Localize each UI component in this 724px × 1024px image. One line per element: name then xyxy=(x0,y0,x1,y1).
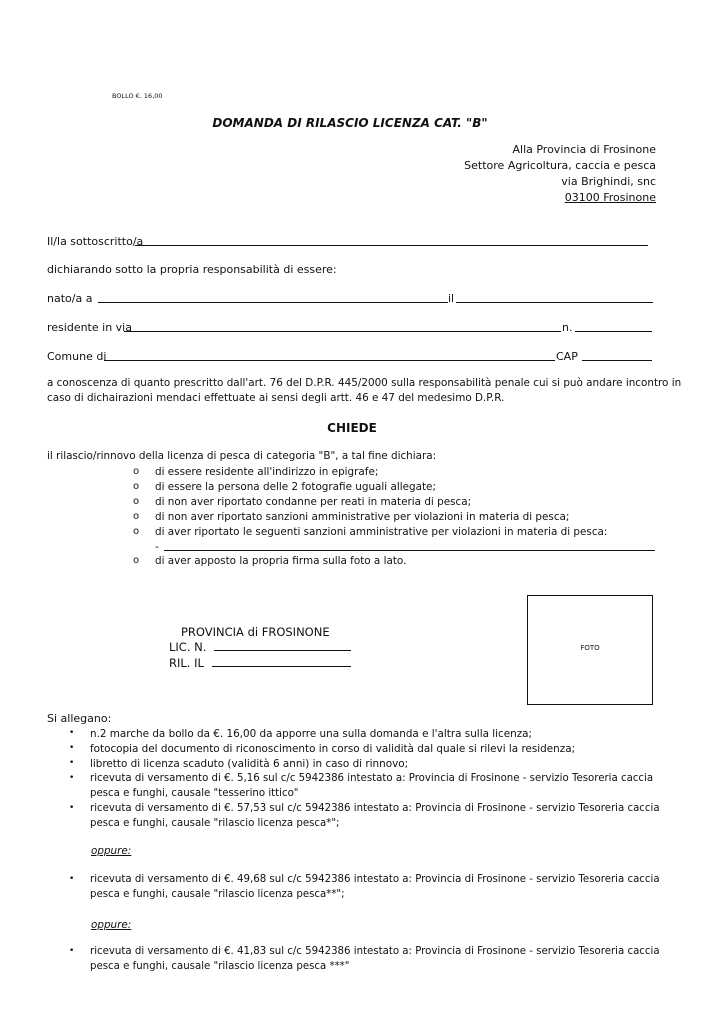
recipient-line-1: Alla Provincia di Frosinone xyxy=(512,143,656,156)
receipt-licenza-3-line-2: pesca e funghi, causale "rilascio licenza pesca ***" xyxy=(90,961,350,972)
residence-label: residente in via xyxy=(47,321,132,334)
list-item: di essere la persona delle 2 fotografie uguali allegate; xyxy=(155,481,436,493)
receipt-licenza-2-line-2: pesca e funghi, causale "rilascio licenza pesca**"; xyxy=(90,889,345,900)
chiede-heading: CHIEDE xyxy=(327,421,377,435)
license-number-label: LIC. N. xyxy=(169,640,207,654)
document-title: DOMANDA DI RILASCIO LICENZA CAT. "B" xyxy=(212,116,488,130)
house-number-label: n. xyxy=(562,321,573,334)
bullet-marker: • xyxy=(69,946,75,956)
photo-box xyxy=(527,595,653,705)
release-date-row xyxy=(169,656,351,670)
list-item: di essere residente all'indirizzo in epigrafe; xyxy=(155,466,379,478)
birthplace-field-line[interactable] xyxy=(98,302,448,303)
stamp-note: BOLLO €. 16,00 xyxy=(112,92,163,100)
birthdate-field-line[interactable] xyxy=(456,302,653,303)
list-item-marker: o xyxy=(133,526,140,537)
receipt-licenza-1-line-2: pesca e funghi, causale "rilascio licenza pesca*"; xyxy=(90,818,340,829)
bullet-marker: • xyxy=(69,803,75,813)
cap-field-line[interactable] xyxy=(582,360,652,361)
list-item-marker: o xyxy=(133,496,140,507)
cap-label: CAP xyxy=(556,350,578,363)
signer-field-line[interactable] xyxy=(135,245,648,246)
birthdate-label: il xyxy=(448,292,455,305)
receipt-licenza-3-line-1: ricevuta di versamento di €. 41,83 sul c/c 5942386 intestato a: Provincia di Frosinone - servizio Tesoreria caccia xyxy=(90,946,660,957)
oppure-label: oppure: xyxy=(91,919,132,931)
attachment-item: n.2 marche da bollo da €. 16,00 da apporre una sulla domanda e l'altra sulla licenza; xyxy=(90,728,533,740)
birthplace-label: nato/a a xyxy=(47,292,93,305)
receipt-licenza-2-line-1: ricevuta di versamento di €. 49,68 sul c/c 5942386 intestato a: Provincia di Frosinone - servizio Tesoreria caccia xyxy=(90,874,660,885)
residence-field-line[interactable] xyxy=(124,331,561,332)
attachments-intro: Si allegano: xyxy=(47,712,112,725)
list-item: di aver riportato le seguenti sanzioni amministrative per violazioni in materia di pesca: xyxy=(155,526,608,538)
list-item-marker: o xyxy=(133,511,140,522)
recipient-line-3: via Brighindi, snc xyxy=(561,175,656,188)
list-item: di non aver riportato condanne per reati in materia di pesca; xyxy=(155,496,472,508)
sanctions-dash: - xyxy=(155,540,159,553)
house-number-field-line[interactable] xyxy=(575,331,652,332)
list-item-marker: o xyxy=(133,555,140,566)
bullet-marker: • xyxy=(69,874,75,884)
receipt-tesserino-line-2: pesca e funghi, causale "tesserino ittico" xyxy=(90,788,299,799)
list-item-marker: o xyxy=(133,481,140,492)
recipient-line-4: 03100 Frosinone xyxy=(564,191,656,204)
bullet-marker: • xyxy=(69,728,75,738)
comune-field-line[interactable] xyxy=(104,360,555,361)
oppure-label: oppure: xyxy=(91,845,132,857)
sanctions-field-line[interactable] xyxy=(164,550,655,551)
release-date-field-line[interactable] xyxy=(212,656,351,667)
receipt-tesserino-line-1: ricevuta di versamento di €. 5,16 sul c/c 5942386 intestato a: Provincia di Frosinone - servizio Tesoreria caccia xyxy=(90,773,654,784)
signer-label: Il/la sottoscritto/a xyxy=(47,235,144,248)
comune-label: Comune di xyxy=(47,350,107,363)
attachment-item: fotocopia del documento di riconoscimento in corso di validità dal quale si rilevi la residenza; xyxy=(90,743,576,755)
license-number-row xyxy=(169,640,351,654)
bullet-marker: • xyxy=(69,758,75,768)
bullet-marker: • xyxy=(69,773,75,783)
office-name: PROVINCIA di FROSINONE xyxy=(181,625,330,639)
attachment-item: libretto di licenza scaduto (validità 6 anni) in caso di rinnovo; xyxy=(90,758,409,770)
list-item: di aver apposto la propria firma sulla foto a lato. xyxy=(155,555,407,567)
bullet-marker: • xyxy=(69,743,75,753)
declaring-text: dichiarando sotto la propria responsabilità di essere: xyxy=(47,263,337,276)
awareness-line-2: caso di dichairazioni mendaci effettuate ai sensi degli artt. 46 e 47 del medesimo D.P.R. xyxy=(47,392,505,404)
recipient-line-2: Settore Agricoltura, caccia e pesca xyxy=(464,159,656,172)
release-date-label: RIL. IL xyxy=(169,656,204,670)
list-item: di non aver riportato sanzioni amministrative per violazioni in materia di pesca; xyxy=(155,511,570,523)
request-intro: il rilascio/rinnovo della licenza di pesca di categoria "B", a tal fine dichiara: xyxy=(47,450,437,462)
list-item-marker: o xyxy=(133,466,140,477)
license-number-field-line[interactable] xyxy=(214,640,351,651)
photo-label: FOTO xyxy=(580,644,600,652)
receipt-licenza-1-line-1: ricevuta di versamento di €. 57,53 sul c/c 5942386 intestato a: Provincia di Frosinone - servizio Tesoreria caccia xyxy=(90,803,660,814)
awareness-line-1: a conoscenza di quanto prescritto dall'art. 76 del D.P.R. 445/2000 sulla responsabilità penale cui si può andare incontro in xyxy=(47,377,682,389)
